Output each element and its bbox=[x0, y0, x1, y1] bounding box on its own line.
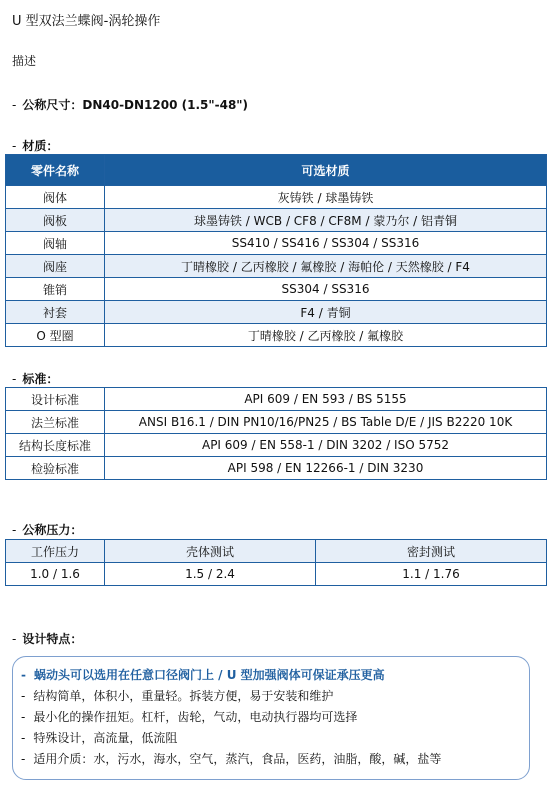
table-row bbox=[6, 563, 547, 586]
feature-text: 适用介质：水，污水，海水，空气，蒸汽，食品，医药，油脂，酸，碱，盐等 bbox=[33, 752, 442, 766]
feature-text: 结构简单，体积小，重量轻。拆装方便，易于安装和维护 bbox=[33, 689, 334, 703]
part-name: 衬套 bbox=[6, 301, 105, 324]
feature-dash: - bbox=[21, 752, 26, 766]
table-row bbox=[6, 255, 547, 278]
table-row bbox=[6, 232, 547, 255]
part-material: 灰铸铁 / 球墨铸铁 bbox=[105, 186, 547, 209]
part-material: 球墨铸铁 / WCB / CF8 / CF8M / 蒙乃尔 / 铝青铜 bbox=[105, 209, 547, 232]
standards-table bbox=[5, 387, 547, 480]
part-name: 阀座 bbox=[6, 255, 105, 278]
feature-dash: - bbox=[21, 731, 26, 745]
standards-heading-text: 标准： bbox=[22, 372, 59, 386]
feature-dash: - bbox=[21, 710, 26, 724]
table-row bbox=[6, 209, 547, 232]
standard-name: 结构长度标准 bbox=[6, 434, 105, 457]
table-row bbox=[6, 411, 547, 434]
part-material: SS304 / SS316 bbox=[105, 278, 547, 301]
part-name: 阀体 bbox=[6, 186, 105, 209]
table-row bbox=[6, 388, 547, 411]
standard-value: API 609 / EN 593 / BS 5155 bbox=[105, 388, 547, 411]
table-row bbox=[6, 457, 547, 480]
size-line bbox=[12, 96, 248, 113]
features-heading bbox=[12, 630, 82, 647]
list-item bbox=[21, 749, 529, 770]
features-dash: - bbox=[12, 632, 17, 646]
pressure-heading bbox=[12, 521, 82, 538]
materials-table bbox=[5, 154, 547, 347]
materials-heading-text: 材质： bbox=[22, 139, 59, 153]
size-dash: - bbox=[12, 98, 17, 112]
pressure-seal-value: 1.1 / 1.76 bbox=[316, 563, 547, 586]
list-item bbox=[21, 686, 529, 707]
part-material: SS410 / SS416 / SS304 / SS316 bbox=[105, 232, 547, 255]
pressure-table bbox=[5, 539, 547, 586]
pressure-shell-value: 1.5 / 2.4 bbox=[105, 563, 316, 586]
materials-col-material: 可选材质 bbox=[105, 155, 547, 186]
size-value: DN40-DN1200 (1.5"-48") bbox=[82, 98, 249, 112]
materials-heading bbox=[12, 137, 58, 154]
pressure-header-row bbox=[6, 540, 547, 563]
table-row bbox=[6, 186, 547, 209]
pressure-col-seal: 密封测试 bbox=[316, 540, 547, 563]
feature-dash: - bbox=[21, 668, 26, 682]
feature-highlight bbox=[21, 665, 529, 686]
pressure-dash: - bbox=[12, 523, 17, 537]
part-name: 阀板 bbox=[6, 209, 105, 232]
feature-text: 特殊设计，高流量，低流阻 bbox=[33, 731, 178, 745]
standard-name: 设计标准 bbox=[6, 388, 105, 411]
features-box bbox=[12, 656, 530, 780]
table-row bbox=[6, 278, 547, 301]
feature-dash: - bbox=[21, 689, 26, 703]
list-item bbox=[21, 707, 529, 728]
table-row bbox=[6, 434, 547, 457]
standards-heading bbox=[12, 370, 58, 387]
standards-dash: - bbox=[12, 372, 17, 386]
standard-value: API 609 / EN 558-1 / DIN 3202 / ISO 5752 bbox=[105, 434, 547, 457]
part-name: 锥销 bbox=[6, 278, 105, 301]
part-material: F4 / 青铜 bbox=[105, 301, 547, 324]
part-material: 丁晴橡胶 / 乙丙橡胶 / 氟橡胶 bbox=[105, 324, 547, 347]
table-row bbox=[6, 301, 547, 324]
materials-header-row bbox=[6, 155, 547, 186]
part-name: 阀轴 bbox=[6, 232, 105, 255]
standard-name: 法兰标准 bbox=[6, 411, 105, 434]
materials-col-part: 零件名称 bbox=[6, 155, 105, 186]
table-row bbox=[6, 324, 547, 347]
part-material: 丁晴橡胶 / 乙丙橡胶 / 氟橡胶 / 海帕伦 / 天然橡胶 / F4 bbox=[105, 255, 547, 278]
standard-value: ANSI B16.1 / DIN PN10/16/PN25 / BS Table D/E / JIS B2220 10K bbox=[105, 411, 547, 434]
list-item bbox=[21, 728, 529, 749]
materials-dash: - bbox=[12, 139, 17, 153]
pressure-col-shell: 壳体测试 bbox=[105, 540, 316, 563]
standard-name: 检验标准 bbox=[6, 457, 105, 480]
pressure-col-working: 工作压力 bbox=[6, 540, 105, 563]
pressure-working-value: 1.0 / 1.6 bbox=[6, 563, 105, 586]
pressure-heading-text: 公称压力： bbox=[22, 523, 83, 537]
feature-highlight-text: 蜗动头可以选用在任意口径阀门上 / U 型加强阀体可保证承压更高 bbox=[33, 668, 385, 682]
standard-value: API 598 / EN 12266-1 / DIN 3230 bbox=[105, 457, 547, 480]
features-heading-text: 设计特点： bbox=[22, 632, 83, 646]
size-label: 公称尺寸： bbox=[22, 98, 83, 112]
description-heading: 描述 bbox=[12, 54, 37, 68]
page-title: U 型双法兰蝶阀-涡轮操作 bbox=[12, 14, 161, 29]
feature-text: 最小化的操作扭矩。杠杆，齿轮，气动，电动执行器均可选择 bbox=[33, 710, 358, 724]
part-name: O 型圈 bbox=[6, 324, 105, 347]
